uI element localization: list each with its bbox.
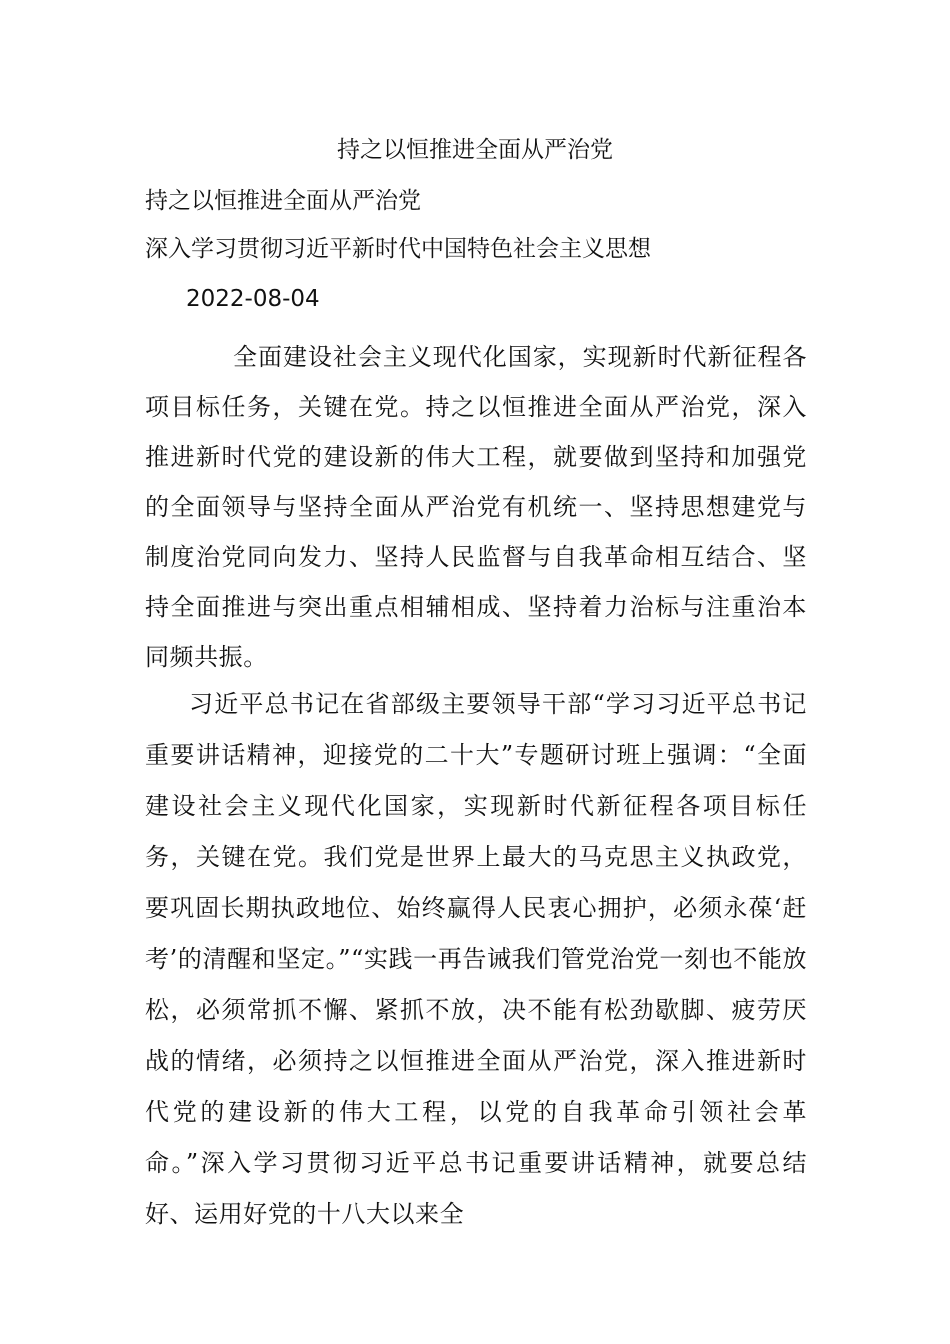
- column-heading: 深入学习贯彻习近平新时代中国特色社会主义思想: [145, 236, 651, 262]
- body-paragraph: 习近平总书记在省部级主要领导干部“学习习近平总书记重要讲话精神，迎接党的二十大”专题研讨班上强调：“全面建设社会主义现代化国家，实现新时代新征程各项目标任务，关键在党。我们党是世界上最大的马克思主义执政党，要巩固长期执政地位、始终赢得人民衷心拥护，必须永葆‘赶考’的清醒和坚定。”“实践一再告诫我们管党治党一刻也不能放松，必须常抓不懈、紧抓不放，决不能有松劲歇脚、疲劳厌战的情绪，必须持之以恒推进全面从严治党，深入推进新时代党的建设新的伟大工程，以党的自我革命引领社会革命。”深入学习贯彻习近平总书记重要讲话精神，就要总结好、运用好党的十八大以来全: [145, 690, 807, 1228]
- body-paragraph: 全面建设社会主义现代化国家，实现新时代新征程各项目标任务，关键在党。持之以恒推进全面从严治党，深入推进新时代党的建设新的伟大工程，就要做到坚持和加强党的全面领导与坚持全面从严治党有机统一、坚持思想建党与制度治党同向发力、坚持人民监督与自我革命相互结合、坚持全面推进与突出重点相辅相成、坚持着力治标与注重治本同频共振。: [145, 343, 807, 671]
- publish-date: 2022-08-04: [186, 286, 320, 312]
- article-subtitle: 持之以恒推进全面从严治党: [145, 188, 421, 214]
- document-title: 持之以恒推进全面从严治党: [337, 137, 613, 163]
